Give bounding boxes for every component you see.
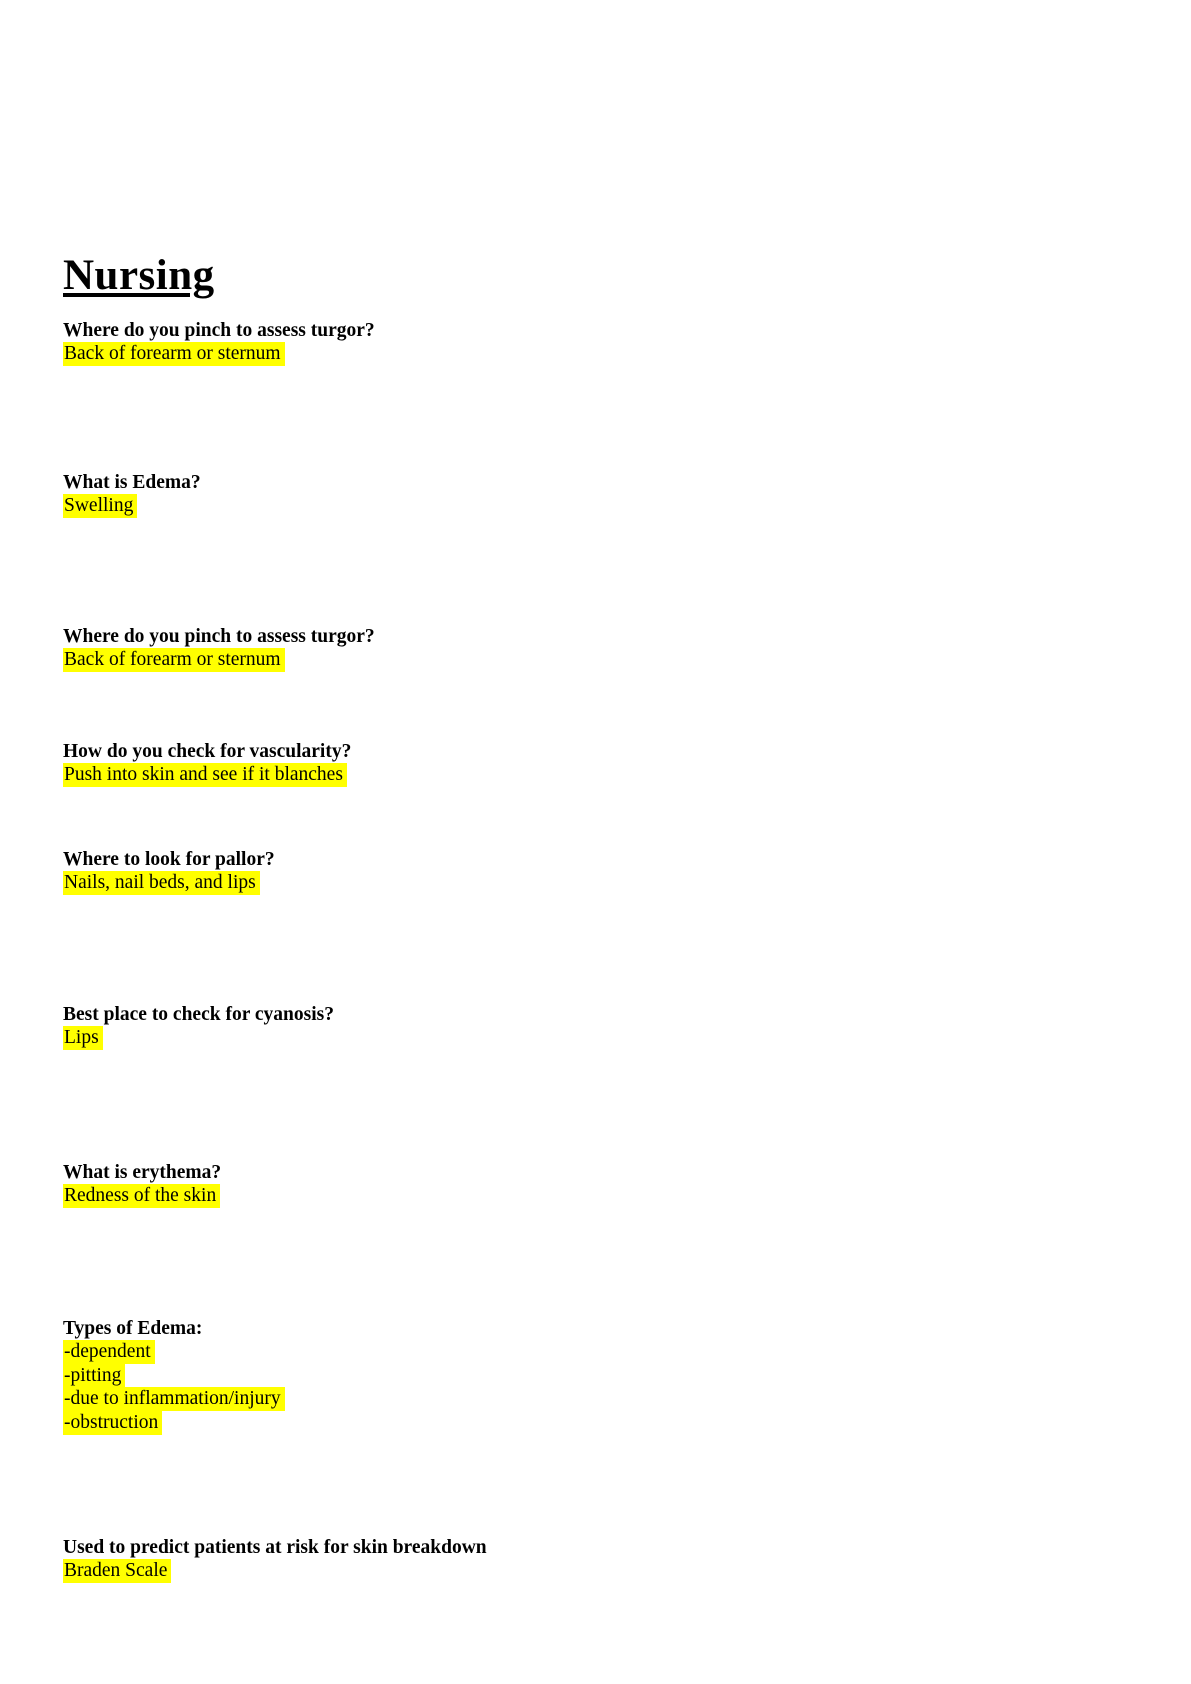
flashcard-answer-row	[63, 342, 1131, 366]
flashcard-answer-row	[63, 1411, 1131, 1435]
flashcard-answer-highlight: Braden Scale	[63, 1559, 171, 1583]
flashcard-answer-row	[63, 871, 1131, 895]
flashcard-answer-row	[63, 763, 1131, 787]
flashcard-answer-highlight: Back of forearm or sternum	[63, 648, 285, 672]
flashcard-answer-row	[63, 1184, 1131, 1208]
qa-section	[63, 740, 1131, 787]
flashcard-answer-highlight: -pitting	[63, 1364, 125, 1388]
flashcard-answer-highlight: Push into skin and see if it blanches	[63, 763, 347, 787]
flashcard-answer-highlight: Nails, nail beds, and lips	[63, 871, 260, 895]
qa-section	[63, 1161, 1131, 1208]
flashcard-answer-row	[63, 1387, 1131, 1411]
flashcard-answer-row	[63, 494, 1131, 518]
flashcard-question: Where to look for pallor?	[63, 849, 275, 870]
flashcard-answer-row	[63, 1026, 1131, 1050]
flashcard-question: Where do you pinch to assess turgor?	[63, 626, 375, 647]
flashcard-question: Where do you pinch to assess turgor?	[63, 320, 375, 341]
flashcard-answer-row	[63, 1340, 1131, 1364]
flashcard-question: What is erythema?	[63, 1162, 222, 1183]
flashcard-answer-highlight: Redness of the skin	[63, 1184, 220, 1208]
flashcard-answer-highlight: -dependent	[63, 1340, 155, 1364]
qa-section	[63, 471, 1131, 518]
page-title: Nursing	[63, 252, 215, 299]
flashcard-answer-highlight: -due to inflammation/injury	[63, 1387, 285, 1411]
flashcard-answer-row	[63, 1559, 1131, 1583]
qa-section	[63, 1317, 1131, 1434]
flashcard-answer-row	[63, 648, 1131, 672]
flashcard-answer-highlight: -obstruction	[63, 1411, 162, 1435]
flashcard-question: What is Edema?	[63, 472, 201, 493]
flashcard-question: Types of Edema:	[63, 1318, 203, 1339]
flashcard-answer-highlight: Lips	[63, 1026, 103, 1050]
qa-section	[63, 1536, 1131, 1583]
flashcard-question: Used to predict patients at risk for skin breakdown	[63, 1537, 487, 1558]
flashcard-question: Best place to check for cyanosis?	[63, 1004, 334, 1025]
qa-section	[63, 319, 1131, 366]
flashcard-answer-row	[63, 1364, 1131, 1388]
qa-section	[63, 1003, 1131, 1050]
flashcard-question: How do you check for vascularity?	[63, 741, 352, 762]
qa-section	[63, 625, 1131, 672]
flashcard-answer-highlight: Swelling	[63, 494, 137, 518]
qa-section	[63, 848, 1131, 895]
flashcard-answer-highlight: Back of forearm or sternum	[63, 342, 285, 366]
